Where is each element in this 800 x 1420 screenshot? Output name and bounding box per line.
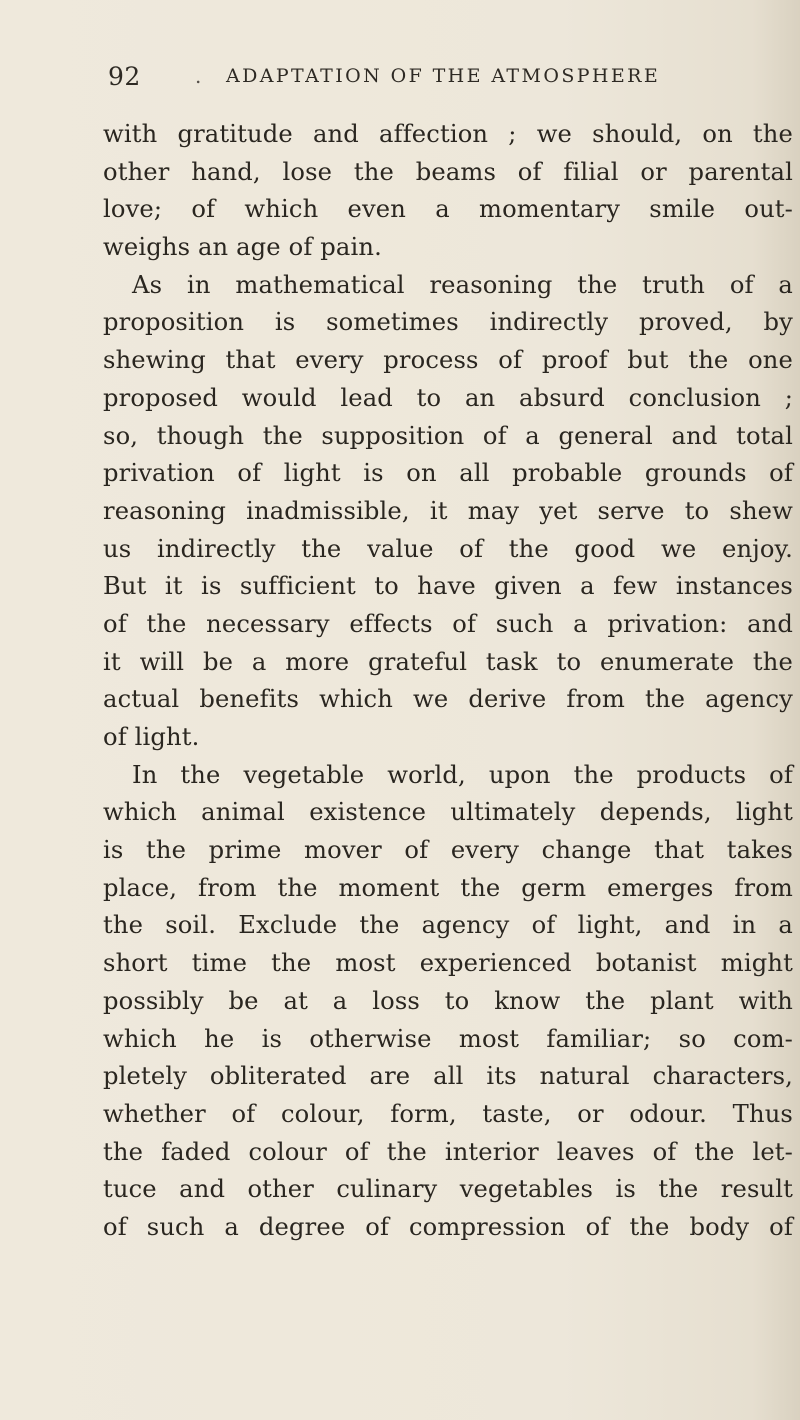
running-head	[108, 62, 788, 102]
text-line: pletely obliterated are all its natural characters,	[103, 1062, 793, 1091]
text-line: proposed would lead to an absurd conclusion ;	[103, 383, 793, 412]
text-line: other hand, lose the beams of filial or parental	[103, 157, 793, 186]
text-line: actual benefits which we derive from the agency	[103, 685, 793, 714]
text-line: short time the most experienced botanist might	[103, 949, 793, 978]
text-line: shewing that every process of proof but the one	[103, 346, 793, 375]
text-line: the faded colour of the interior leaves of the let-	[103, 1137, 793, 1166]
text-line: of such a degree of compression of the body of	[103, 1212, 793, 1241]
text-line: As in mathematical reasoning the truth of a	[132, 270, 793, 299]
text-line: the soil. Exclude the agency of light, and in a	[103, 911, 793, 940]
text-line: weighs an age of pain.	[103, 233, 382, 262]
text-line: which animal existence ultimately depends, light	[103, 798, 793, 827]
running-title: ADAPTATION OF THE ATMOSPHERE	[226, 65, 661, 87]
text-line: tuce and other culinary vegetables is the result	[103, 1175, 793, 1204]
body-text	[103, 116, 793, 1247]
text-line: privation of light is on all probable grounds of	[103, 459, 793, 488]
text-line: which he is otherwise most familiar; so com-	[103, 1024, 793, 1053]
text-line: love; of which even a momentary smile out-	[103, 195, 793, 224]
text-line: But it is sufficient to have given a few instances	[103, 572, 793, 601]
page-number: 92	[108, 62, 141, 91]
text-line: In the vegetable world, upon the products of	[132, 760, 793, 789]
text-line: reasoning inadmissible, it may yet serve to shew	[103, 496, 793, 525]
text-line: of light.	[103, 723, 200, 751]
header-separator: .	[195, 64, 202, 88]
text-line: it will be a more grateful task to enumerate the	[103, 647, 793, 676]
text-line: whether of colour, form, taste, or odour. Thus	[103, 1099, 793, 1128]
text-line: us indirectly the value of the good we enjoy.	[103, 534, 793, 563]
text-line: possibly be at a loss to know the plant with	[103, 986, 793, 1015]
text-line: of the necessary effects of such a privation: and	[103, 609, 793, 638]
text-line: proposition is sometimes indirectly proved, by	[103, 308, 793, 337]
text-line: place, from the moment the germ emerges from	[103, 873, 793, 902]
text-line: with gratitude and affection ; we should, on the	[103, 120, 793, 148]
text-line: so, though the supposition of a general and total	[103, 421, 793, 450]
text-line: is the prime mover of every change that takes	[103, 836, 793, 865]
